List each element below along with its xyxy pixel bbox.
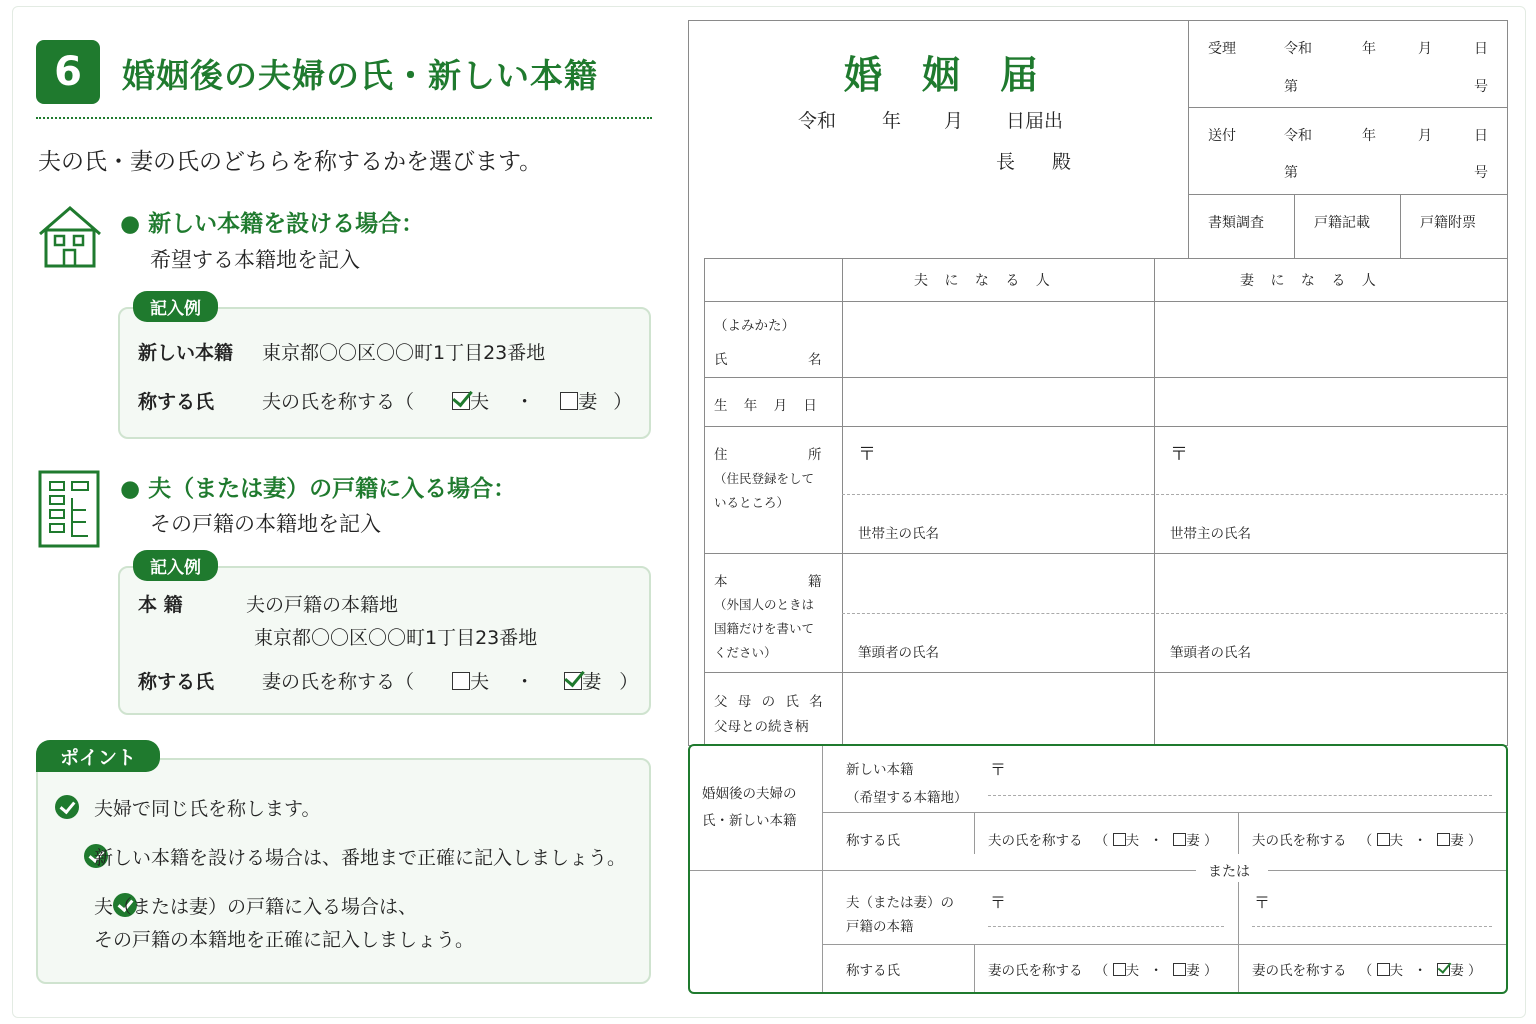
case2-honseki-label: 本 籍 xyxy=(138,594,183,616)
paren-open: （ xyxy=(1358,833,1373,849)
doc-check-cell: 書類調査 xyxy=(1208,215,1264,231)
husband-surname-option-text: 夫の氏を称する xyxy=(1252,833,1347,849)
receipt-day: 日 xyxy=(1474,41,1488,57)
case1-husband-label: 夫 xyxy=(470,391,490,413)
case2-wife-label: 妻 xyxy=(582,671,602,693)
mei-label: 名 xyxy=(808,352,822,368)
sent-day: 日 xyxy=(1474,128,1488,144)
shi-label: 氏 xyxy=(714,352,728,368)
receipt-label: 受理 xyxy=(1208,41,1236,57)
family-register-icon xyxy=(38,470,100,548)
address-note-1: （住民登録をして xyxy=(714,471,815,486)
surname-choice-2-right xyxy=(1252,959,1481,979)
sent-era: 令和 xyxy=(1284,128,1312,144)
after-2L-husband-checkbox[interactable] xyxy=(1113,963,1126,976)
parents-name-label: 父 母 の 氏 名 xyxy=(714,694,826,710)
form-date-era: 令和 xyxy=(798,110,837,132)
dot: ・ xyxy=(1413,963,1427,979)
title-divider xyxy=(36,117,652,119)
enter-register-label-1: 夫（または妻）の xyxy=(846,895,954,911)
case2-dot: ・ xyxy=(515,671,535,693)
case2-heading: ● 夫（または妻）の戸籍に入る場合： xyxy=(120,476,517,502)
after-1L-wife-label: 妻 xyxy=(1186,833,1200,849)
case1-example-box xyxy=(118,307,651,439)
case1-new-honseki-label: 新しい本籍 xyxy=(138,342,234,364)
point-item-3: 夫（または妻）の戸籍に入る場合は、 xyxy=(94,896,418,918)
address-label-ju: 住 xyxy=(714,447,728,463)
house-icon xyxy=(36,202,104,270)
case2-example-tag: 記入例 xyxy=(133,550,218,581)
wife-postal-mark: 〒 xyxy=(1170,444,1188,465)
dot: ・ xyxy=(1149,963,1163,979)
husband-postal-mark: 〒 xyxy=(858,444,876,465)
form-date-submitted: 日届出 xyxy=(1006,110,1064,132)
wife-surname-option-text: 妻の氏を称する xyxy=(988,963,1083,979)
honseki-label-seki: 籍 xyxy=(808,574,822,590)
after-2R-wife-label: 妻 xyxy=(1450,963,1464,979)
section-title: 婚姻後の夫婦の氏・新しい本籍 xyxy=(122,56,598,95)
case2-surname-value xyxy=(262,667,638,694)
yomikata-label: （よみかた） xyxy=(714,318,795,334)
surname-choice-2-left xyxy=(988,959,1217,979)
case2-husband-label: 夫 xyxy=(470,671,490,693)
case1-wife-checkbox[interactable] xyxy=(560,392,578,410)
reg-entry-cell: 戸籍記載 xyxy=(1314,215,1370,231)
enter-register-postal-right: 〒 xyxy=(1254,893,1271,912)
wife-head-label: 筆頭者の氏名 xyxy=(1170,645,1251,661)
after-2R-wife-checkbox[interactable] xyxy=(1437,963,1450,976)
husband-column-header: 夫 に な る 人 xyxy=(914,273,1056,289)
case2-surname-text: 妻の氏を称する（ xyxy=(262,671,415,693)
form-date-year: 年 xyxy=(882,110,902,132)
after-2L-wife-checkbox[interactable] xyxy=(1173,963,1186,976)
paren-close: ） xyxy=(1467,963,1482,979)
husband-head-label: 筆頭者の氏名 xyxy=(858,645,939,661)
points-tag: ポイント xyxy=(36,740,160,772)
sent-year: 年 xyxy=(1362,128,1376,144)
case1-husband-checkbox[interactable] xyxy=(452,392,470,410)
after-2L-husband-label: 夫 xyxy=(1125,963,1140,979)
case1-wife-label: 妻 xyxy=(578,391,598,413)
case2-husband-checkbox[interactable] xyxy=(452,672,470,690)
address-note-2: いるところ） xyxy=(714,495,790,510)
after-2R-husband-label: 夫 xyxy=(1389,963,1404,979)
receipt-month: 月 xyxy=(1418,41,1432,57)
sent-dai: 第 xyxy=(1284,165,1298,181)
paren-close: ） xyxy=(1467,833,1482,849)
enter-register-postal-left: 〒 xyxy=(990,893,1007,912)
receipt-era: 令和 xyxy=(1284,41,1312,57)
after-marriage-label-1: 婚姻後の夫婦の xyxy=(702,786,797,802)
after-1R-wife-label: 妻 xyxy=(1450,833,1464,849)
after-marriage-label-2: 氏・新しい本籍 xyxy=(702,813,797,829)
after-2R-husband-checkbox[interactable] xyxy=(1377,963,1390,976)
case2-surname-label: 称する氏 xyxy=(138,671,215,693)
husband-surname-option-text: 夫の氏を称する xyxy=(988,833,1083,849)
point-item-2: 新しい本籍を設ける場合は、番地まで正確に記入しましょう。 xyxy=(94,847,627,869)
honseki-note-3: ください） xyxy=(714,645,777,660)
case1-surname-text: 夫の氏を称する（ xyxy=(262,391,415,413)
case1-surname-value xyxy=(262,387,632,414)
point-item-3-cont: その戸籍の本籍地を正確に記入しましょう。 xyxy=(94,929,475,951)
wife-column-header: 妻 に な る 人 xyxy=(1240,273,1382,289)
after-1L-husband-checkbox[interactable] xyxy=(1113,833,1126,846)
honseki-note-1: （外国人のときは xyxy=(714,597,815,612)
sent-month: 月 xyxy=(1418,128,1432,144)
after-2L-wife-label: 妻 xyxy=(1186,963,1200,979)
address-label-sho: 所 xyxy=(808,447,822,463)
honseki-label-hon: 本 xyxy=(714,574,728,590)
check-circle-icon xyxy=(55,795,79,819)
dot: ・ xyxy=(1413,833,1427,849)
case2-honseki-value: 東京都〇〇区〇〇町1丁目23番地 xyxy=(254,627,538,649)
case1-example-tag: 記入例 xyxy=(133,291,218,322)
point-item-1: 夫婦で同じ氏を称します。 xyxy=(94,798,321,820)
surname-choice-label-2: 称する氏 xyxy=(846,963,900,979)
new-honseki-note: （希望する本籍地） xyxy=(846,790,968,806)
case1-subtext: 希望する本籍地を記入 xyxy=(150,248,360,272)
parents-relation-label: 父母との続き柄 xyxy=(714,719,809,735)
new-honseki-postal: 〒 xyxy=(990,760,1007,779)
after-marriage-section xyxy=(688,744,1508,994)
after-1R-husband-checkbox[interactable] xyxy=(1377,833,1390,846)
sent-go: 号 xyxy=(1474,165,1488,181)
case2-subtext: その戸籍の本籍地を記入 xyxy=(150,512,381,536)
surname-choice-label-1: 称する氏 xyxy=(846,833,900,849)
wife-householder-label: 世帯主の氏名 xyxy=(1170,526,1251,542)
case1-close-paren: ） xyxy=(613,391,633,413)
dot: ・ xyxy=(1149,833,1163,849)
form-title: 婚姻届 xyxy=(844,53,1079,97)
case1-heading: ● 新しい本籍を設ける場合： xyxy=(120,211,425,237)
step-number-badge: 6 xyxy=(36,40,100,104)
wife-surname-option-text: 妻の氏を称する xyxy=(1252,963,1347,979)
paren-open: （ xyxy=(1094,963,1109,979)
receipt-go: 号 xyxy=(1474,79,1488,95)
paren-open: （ xyxy=(1358,963,1373,979)
intro-text: 夫の氏・妻の氏のどちらを称するかを選びます。 xyxy=(38,149,543,175)
paren-close: ） xyxy=(1203,963,1218,979)
after-1L-wife-checkbox[interactable] xyxy=(1173,833,1186,846)
case2-close-paren: ） xyxy=(619,671,639,693)
case1-surname-label: 称する氏 xyxy=(138,391,215,413)
after-1R-husband-label: 夫 xyxy=(1389,833,1404,849)
paren-close: ） xyxy=(1203,833,1218,849)
or-separator: または xyxy=(1208,864,1250,880)
enter-register-label-2: 戸籍の本籍 xyxy=(846,919,914,935)
new-honseki-label: 新しい本籍 xyxy=(846,762,914,778)
case1-new-honseki-value: 東京都〇〇区〇〇町1丁目23番地 xyxy=(262,342,546,364)
honseki-note-2: 国籍だけを書いて xyxy=(714,621,815,636)
receipt-year: 年 xyxy=(1362,41,1376,57)
form-chief: 長 xyxy=(996,151,1016,173)
form-date-month: 月 xyxy=(944,110,964,132)
case2-honseki-desc: 夫の戸籍の本籍地 xyxy=(246,594,399,616)
surname-choice-1-left xyxy=(988,829,1217,849)
birthdate-label: 生 年 月 日 xyxy=(714,398,823,414)
husband-householder-label: 世帯主の氏名 xyxy=(858,526,939,542)
reg-slip-cell: 戸籍附票 xyxy=(1420,215,1476,231)
surname-choice-1-right xyxy=(1252,829,1481,849)
sent-label: 送付 xyxy=(1208,128,1236,144)
receipt-dai: 第 xyxy=(1284,79,1298,95)
paren-open: （ xyxy=(1094,833,1109,849)
after-1R-wife-checkbox[interactable] xyxy=(1437,833,1450,846)
form-dono: 殿 xyxy=(1052,151,1072,173)
case1-dot: ・ xyxy=(515,391,535,413)
case2-wife-checkbox[interactable] xyxy=(564,672,582,690)
after-1L-husband-label: 夫 xyxy=(1125,833,1140,849)
